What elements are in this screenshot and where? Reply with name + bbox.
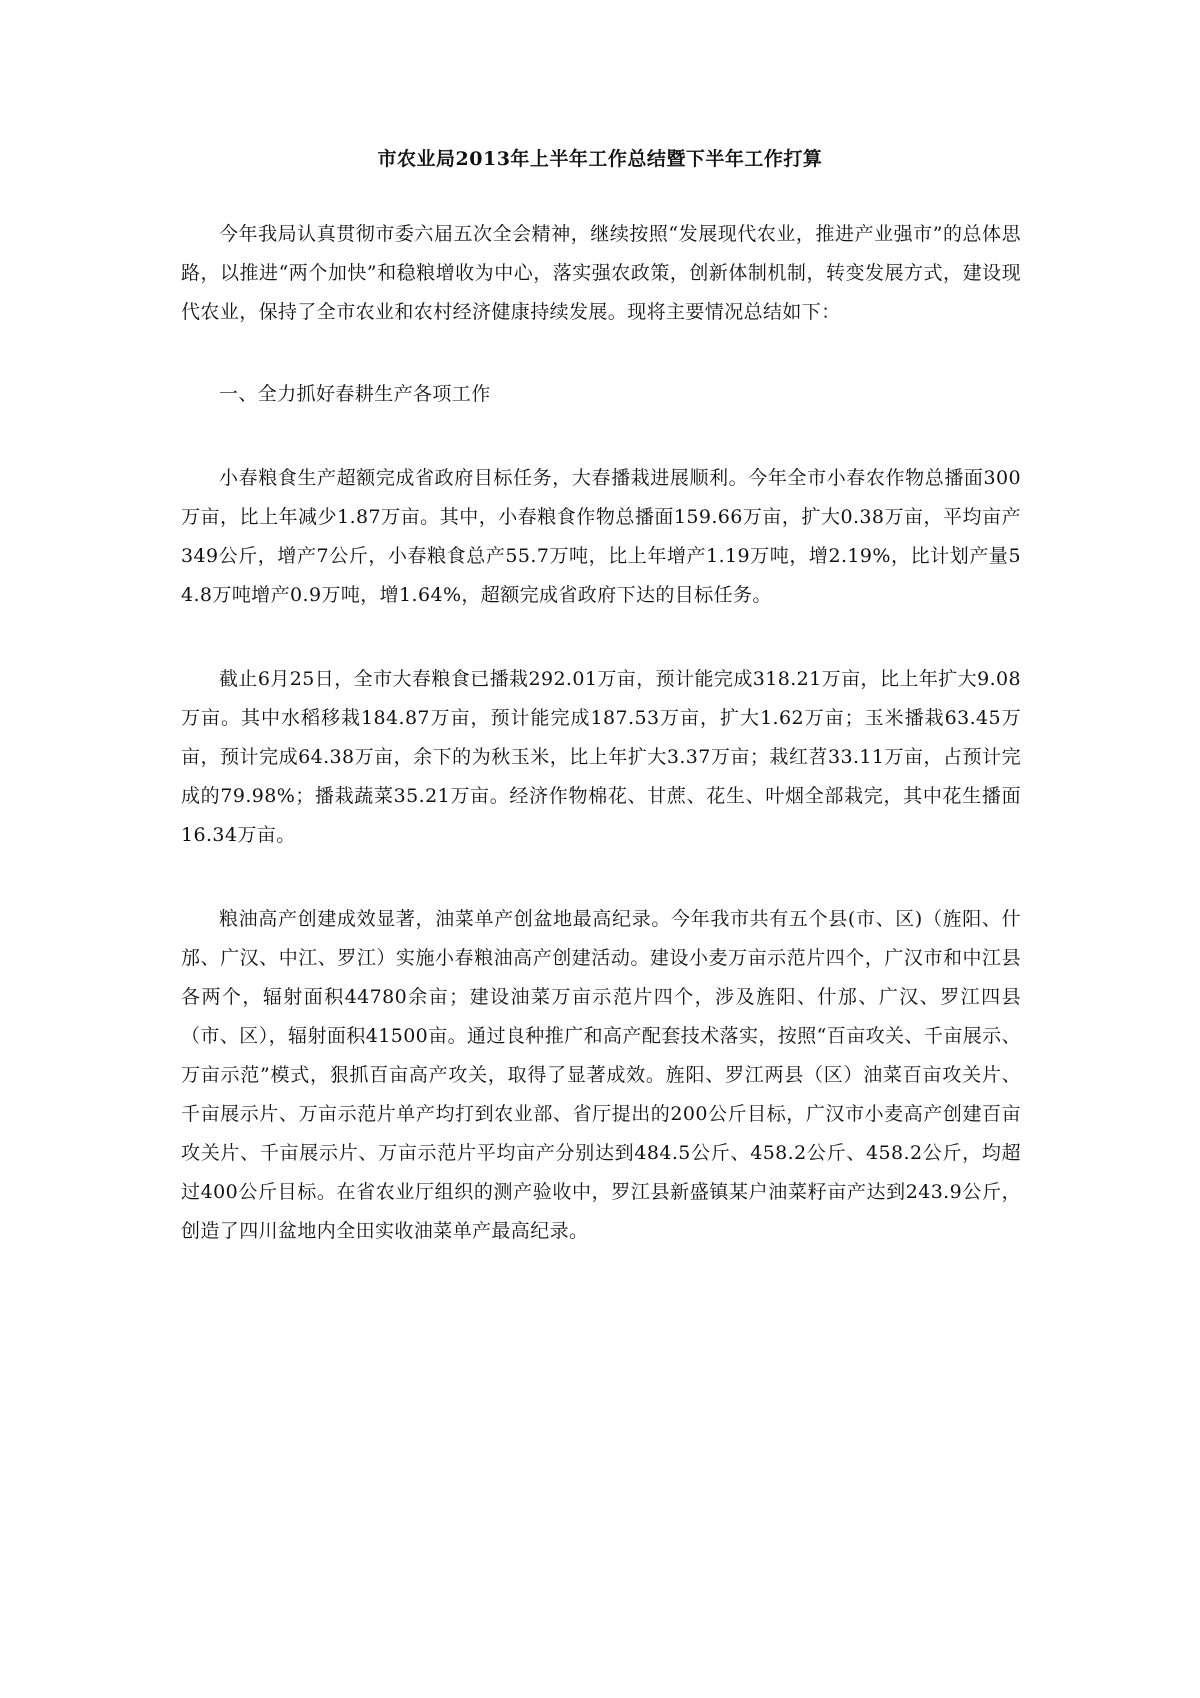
document-body (181, 215, 1021, 1251)
intro-paragraph: 今年我局认真贯彻市委六届五次全会精神，继续按照“发展现代农业，推进产业强市”的总体思路，以推进“两个加快”和稳粮增收为中心，落实强农政策，创新体制机制，转变发展方式，建设现代农业，保持了全市农业和农村经济健康持续发展。现将主要情况总结如下： (181, 223, 1021, 323)
paragraph-main-spring-sowing: 截止6月25日，全市大春粮食已播栽292.01万亩，预计能完成318.21万亩，比上年扩大9.08万亩。其中水稻移栽184.87万亩，预计能完成187.53万亩，扩大1.62万亩；玉米播栽63.45万亩，预计完成64.38万亩，余下的为秋玉米，比上年扩大3.37万亩；栽红苕33.11万亩，占预计完成的79.98%；播栽蔬菜35.21万亩。经济作物棉花、甘蔗、花生、叶烟全部栽完，其中花生播面16.34万亩。 (181, 668, 1021, 846)
paragraph-spring-grain-production: 小春粮食生产超额完成省政府目标任务，大春播栽进展顺利。今年全市小春农作物总播面300万亩，比上年减少1.87万亩。其中，小春粮食作物总播面159.66万亩，扩大0.38万亩，平均亩产349公斤，增产7公斤，小春粮食总产55.7万吨，比上年增产1.19万吨，增2.19%，比计划产量54.8万吨增产0.9万吨，增1.64%，超额完成省政府下达的目标任务。 (181, 467, 1021, 606)
paragraph-high-yield-creation: 粮油高产创建成效显著，油菜单产创盆地最高纪录。今年我市共有五个县(市、区)（旌阳、什邡、广汉、中江、罗江）实施小春粮油高产创建活动。建设小麦万亩示范片四个，广汉市和中江县各两个，辐射面积44780余亩；建设油菜万亩示范片四个，涉及旌阳、什邡、广汉、罗江四县（市、区），辐射面积41500亩。通过良种推广和高产配套技术落实，按照“百亩攻关、千亩展示、万亩示范”模式，狠抓百亩高产攻关，取得了显著成效。旌阳、罗江两县（区）油菜百亩攻关片、千亩展示片、万亩示范片单产均打到农业部、省厅提出的200公斤目标，广汉市小麦高产创建百亩攻关片、千亩展示片、万亩示范片平均亩产分别达到484.5公斤、458.2公斤、458.2公斤，均超过400公斤目标。在省农业厅组织的测产验收中，罗江县新盛镇某户油菜籽亩产达到243.9公斤，创造了四川盆地内全田实收油菜单产最高纪录。 (181, 908, 1021, 1242)
section-heading-spring-plowing: 一、全力抓好春耕生产各项工作 (219, 383, 491, 405)
document-title: 市农业局2013年上半年工作总结暨下半年工作打算 (377, 148, 823, 170)
